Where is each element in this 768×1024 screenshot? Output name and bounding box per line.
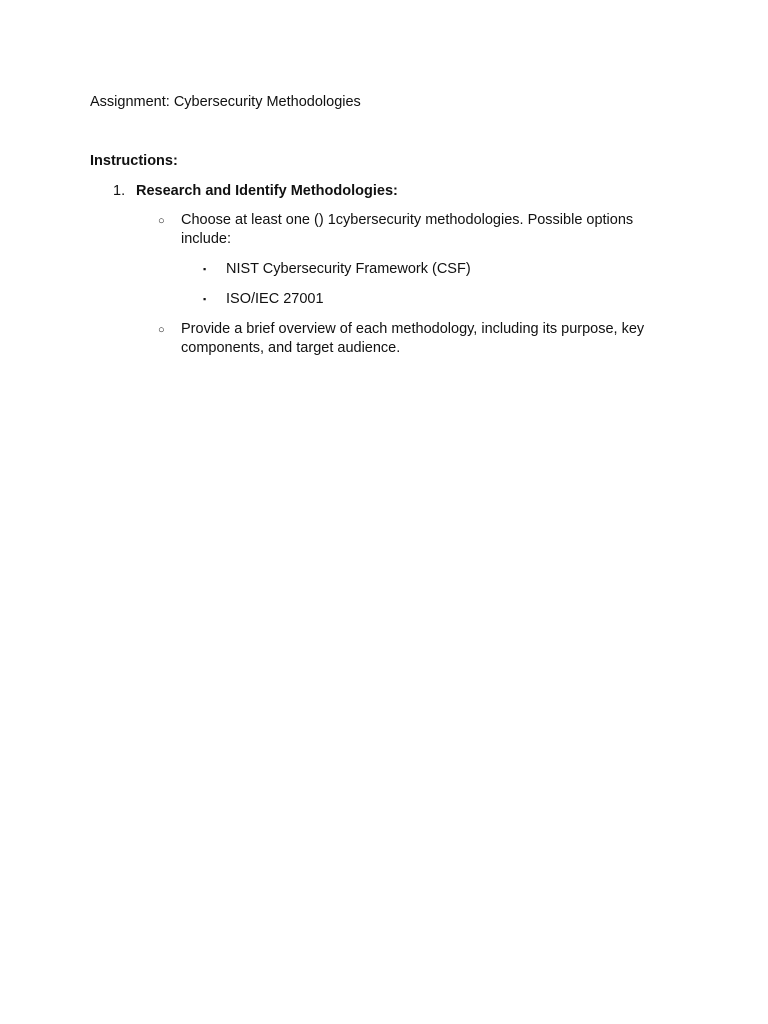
option-text: NIST Cybersecurity Framework (CSF): [226, 261, 471, 277]
step-title: Research and Identify Methodologies:: [136, 183, 398, 199]
sub-list-item: [158, 320, 678, 358]
instructions-heading: Instructions:: [90, 153, 178, 169]
sub-list-item: [158, 211, 678, 249]
list-number: 1.: [113, 183, 126, 199]
option-list-item: [203, 260, 683, 279]
option-item-iso: [203, 290, 683, 309]
option-list-item: [203, 290, 683, 309]
sub-list-item-overview: [158, 320, 678, 358]
square-bullet-icon: ▪: [203, 264, 207, 274]
sub-list-item-choose: [158, 211, 678, 249]
hollow-circle-bullet-icon: ○: [158, 215, 165, 227]
option-text: ISO/IEC 27001: [226, 291, 324, 307]
document-title: Assignment: Cybersecurity Methodologies: [90, 94, 361, 110]
square-bullet-icon: ▪: [203, 294, 207, 304]
hollow-circle-bullet-icon: ○: [158, 324, 165, 336]
list-item-step-1: [113, 182, 693, 201]
option-item-nist: [203, 260, 683, 279]
sub-item-text: Choose at least one () 1cybersecurity methodologies. Possible options include:: [181, 212, 634, 247]
numbered-list: [113, 182, 693, 201]
sub-item-text: Provide a brief overview of each methodology, including its purpose, key components, and target audience.: [181, 321, 645, 356]
